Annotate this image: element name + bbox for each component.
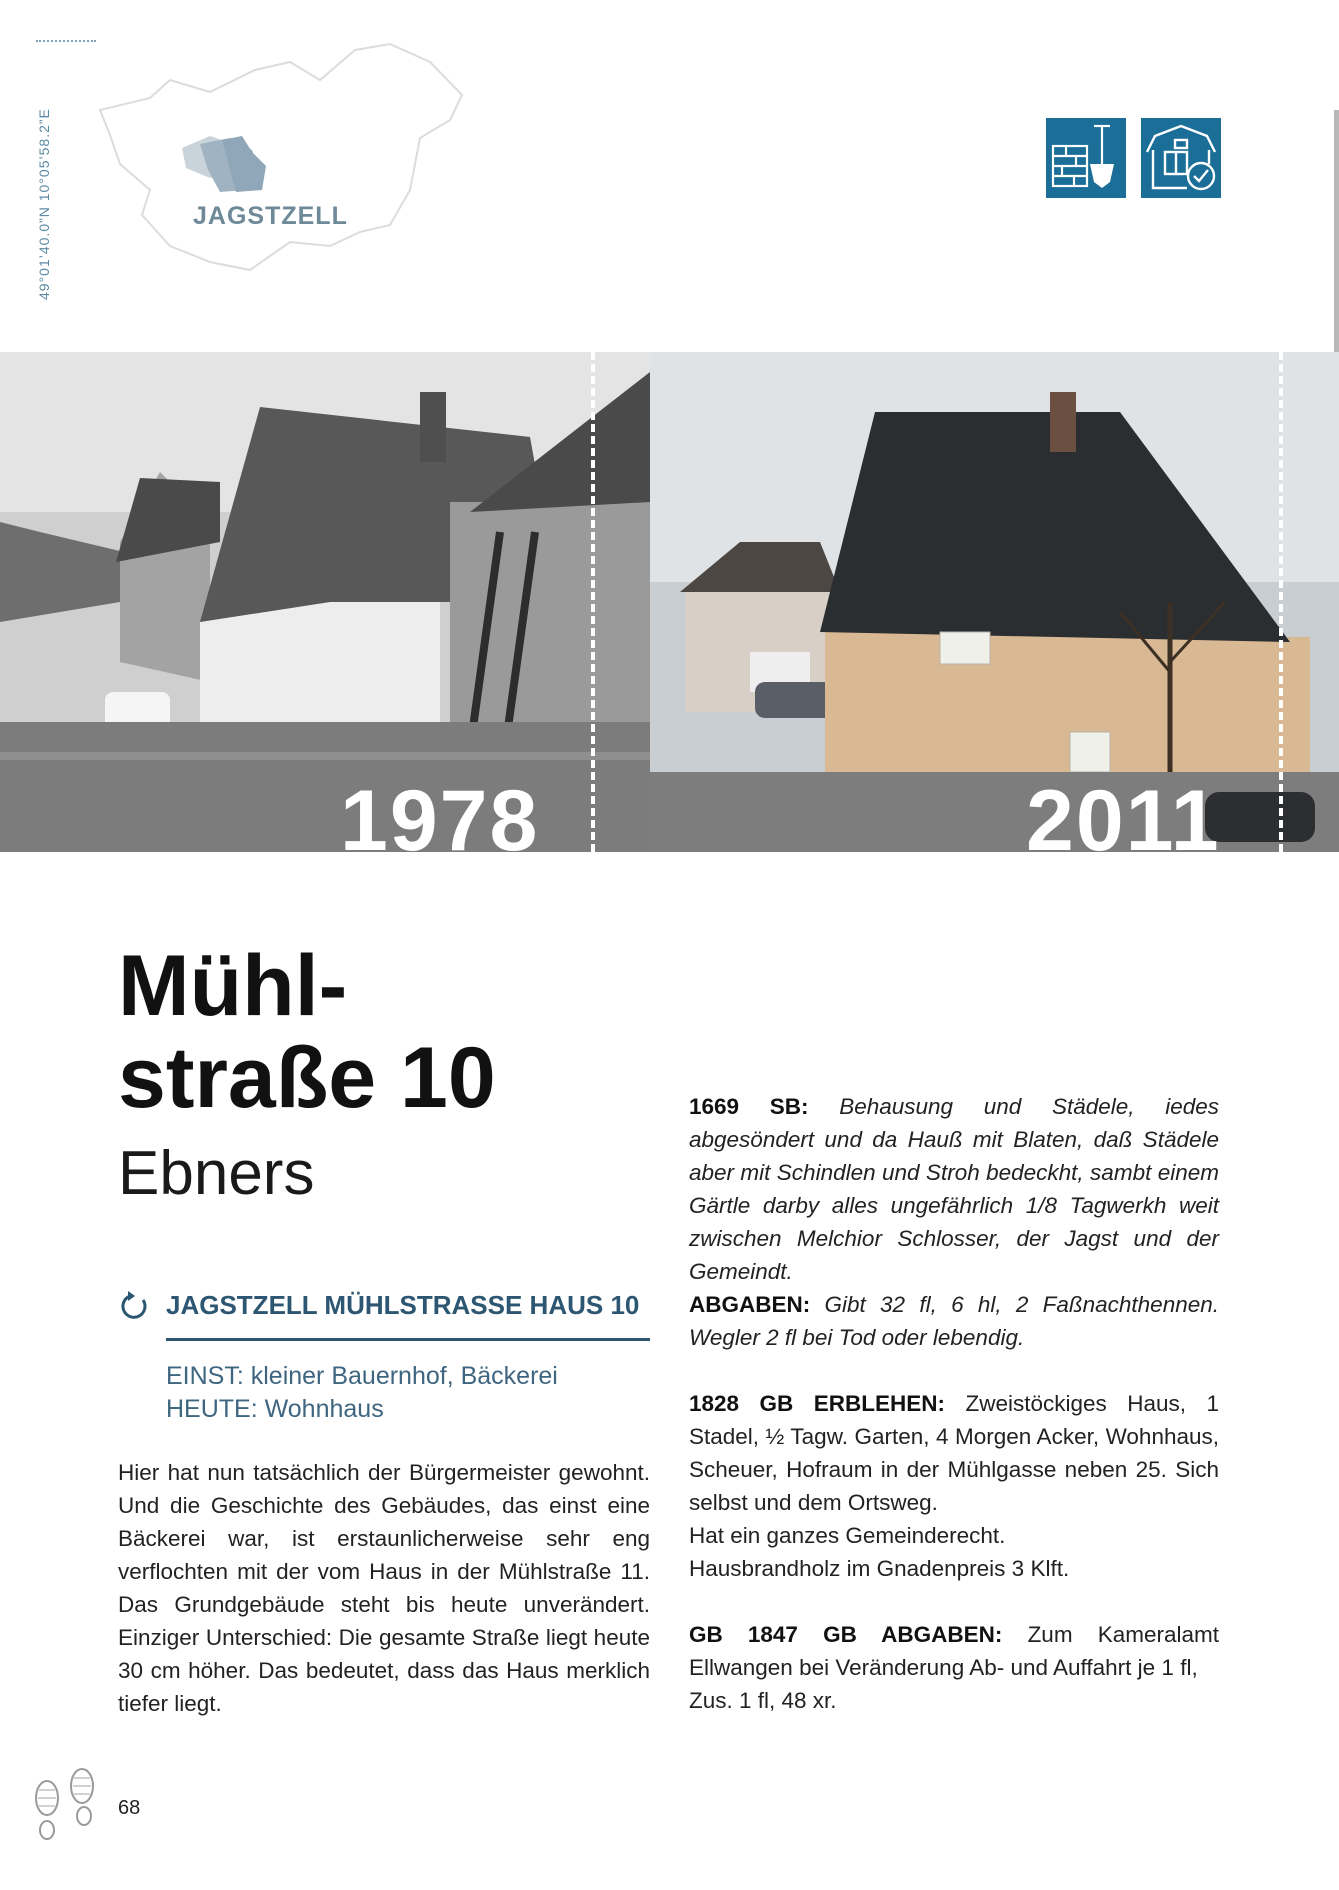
year-label-2011: 2011 (1026, 773, 1221, 869)
einst-line: EINST: kleiner Bauernhof, Bäckerei (166, 1362, 558, 1390)
photo-divider (1279, 352, 1283, 852)
locator-map (90, 40, 470, 280)
record-1847 (689, 1618, 1219, 1684)
record-1669 (689, 1090, 1219, 1288)
house-check-icon (1141, 118, 1221, 198)
coordinates (36, 40, 58, 300)
heute-line: HEUTE: Wohnhaus (166, 1395, 384, 1423)
section-heading: JAGSTZELL MÜHLSTRASSE HAUS 10 (166, 1290, 640, 1320)
record-abgaben-label: ABGABEN: (689, 1292, 811, 1317)
record-abgaben (689, 1288, 1219, 1354)
construction-icon (1046, 118, 1126, 198)
record-abgaben-text: Gibt 32 fl, 6 hl, 2 Faßnachthennen. Wegler 2 fl bei Tod oder lebendig. (689, 1292, 1219, 1350)
record-1828-label: 1828 GB ERBLEHEN: (689, 1391, 945, 1416)
record-1828-line2: Hat ein ganzes Gemeinderecht. (689, 1523, 1006, 1548)
year-label-1978: 1978 (340, 773, 540, 869)
record-1828-line3: Hausbrandholz im Gnadenpreis 3 Klft. (689, 1556, 1070, 1581)
house-badge (1141, 118, 1221, 198)
page-number: 68 (118, 1797, 141, 1819)
place-name: JAGSTZELL (193, 202, 348, 230)
street-photo-2011 (650, 352, 1339, 852)
dotted-rule (36, 40, 96, 42)
body-text: Hier hat nun tatsächlich der Bürgermeister gewohnt. Und die Geschichte des Gebäudes, das einst eine Bäckerei war, ist erstaunlicherweise sehr eng verflochten mit der vom Haus in der Mühlstraße 11. Das Grundgebäude steht bis heute unverändert. Einziger Unterschied: Die gesamte Straße liegt heute 30 cm höher. Das bedeutet, dass das Haus merklich tiefer liegt. (118, 1460, 650, 1716)
record-1669-label: 1669 SB: (689, 1094, 809, 1119)
refresh-icon (118, 1290, 150, 1322)
construction-badge (1046, 118, 1126, 198)
footprints-icon (30, 1768, 105, 1846)
photo-1978 (0, 352, 650, 852)
record-1669-text: Behausung und Städele, iedes abgesöndert und da Hauß mit Blaten, daß Städele aber mit Schindlen und Stroh bedeckht, sambt einem Gärtle darby alles ungefährlich 1/8 Tagwerkh weit zwischen Melchior Schlosser, der Jagst und der Gemeindt. (689, 1094, 1219, 1284)
record-1847-label: GB 1847 GB ABGABEN: (689, 1622, 1003, 1647)
section-rule (166, 1338, 650, 1341)
photo-divider (591, 352, 595, 852)
record-1828 (689, 1387, 1219, 1519)
record-1847-text: Zum Kameralamt Ellwangen bei Veränderung Ab- und Auffahrt je 1 fl, (689, 1622, 1219, 1680)
record-1847-line2: Zus. 1 fl, 48 xr. (689, 1688, 837, 1713)
municipality-outline-icon (90, 40, 470, 280)
then-now-block (166, 1360, 558, 1426)
street-photo-1978 (0, 352, 650, 852)
coordinates-text: 49°01’40.0”N 10°05’58.2”E (36, 108, 52, 300)
records-column (689, 1090, 1219, 1717)
record-1828-text: Zweistöckiges Haus, 1 Stadel, ½ Tagw. Garten, 4 Morgen Acker, Wohnhaus, Scheuer, Hofraum in der Mühlgasse neben 25. Sich selbst und dem Ortsweg. (689, 1391, 1219, 1515)
page-title: Mühl- straße 10 (118, 938, 496, 1126)
page-subtitle: Ebners (118, 1139, 315, 1208)
photo-2011 (650, 352, 1339, 852)
